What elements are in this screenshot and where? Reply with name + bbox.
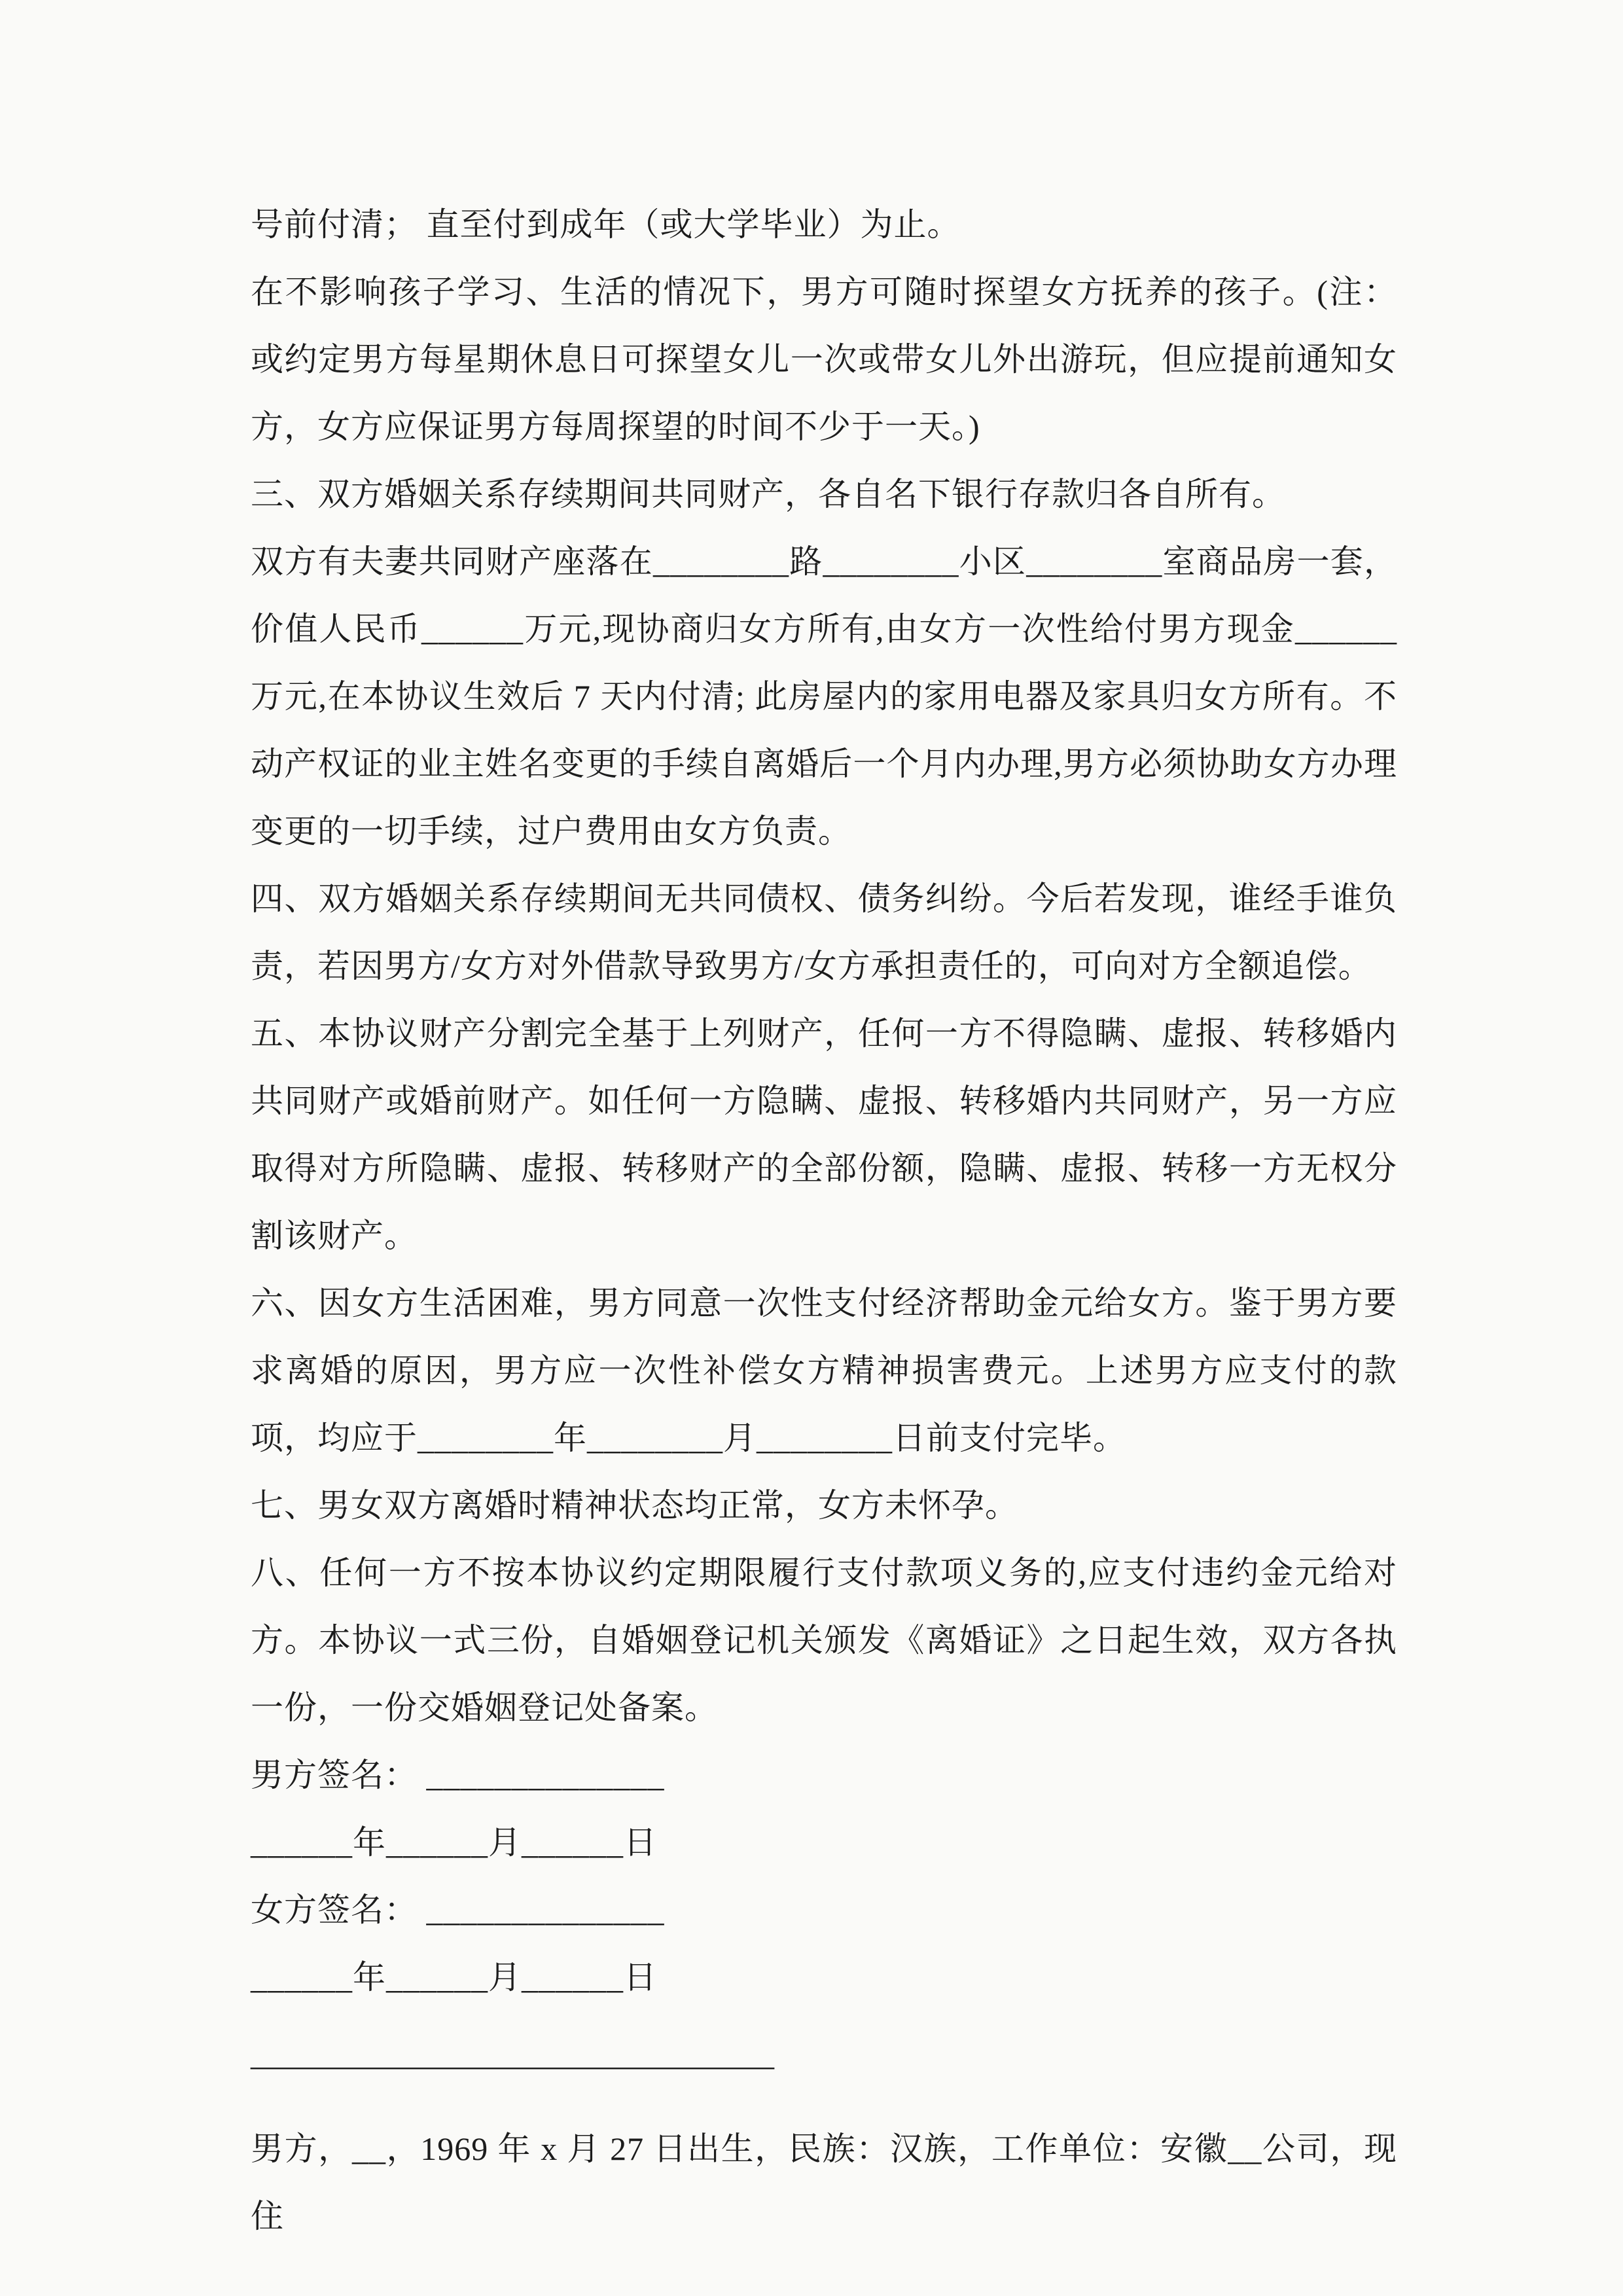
visitation-paragraph: 在不影响孩子学习、生活的情况下，男方可随时探望女方抚养的孩子。(注： 或约定男方每星期休息日可探望女儿一次或带女儿外出游玩，但应提前通知女方，女方应保证男方每周探望的时间不少于一天。) <box>251 274 1397 445</box>
female-signature-line: 女方签名： ______________ <box>251 1892 665 1928</box>
clause-7-status-paragraph: 七、男女双方离婚时精神状态均正常，女方未怀孕。 <box>251 1487 1018 1524</box>
clause-6-compensation-paragraph: 六、因女方生活困难，男方同意一次性支付经济帮助金元给女方。鉴于男方要求离婚的原因，男方应一次性补偿女方精神损害费元。上述男方应支付的款项，均应于________年________月________日前支付完毕。 <box>251 1285 1397 1456</box>
clause-8-effect-paragraph: 八、任何一方不按本协议约定期限履行支付款项义务的,应支付违约金元给对方。本协议一式三份，自婚姻登记机关颁发《离婚证》之日起生效，双方各执一份，一份交婚姻登记处备案。 <box>251 1554 1397 1726</box>
clause-3-heading: 三、双方婚姻关系存续期间共同财产，各自名下银行存款归各自所有。 <box>251 476 1285 512</box>
female-date-line: ______年______月______日 <box>251 1959 657 1996</box>
clause-3-property-paragraph: 双方有夫妻共同财产座落在________路________小区________室商品房一套，价值人民币______万元,现协商归女方所有,由女方一次性给付男方现金______万元,在本协议生效后 7 天内付清; 此房屋内的家用电器及家具归女方所有。不动产权证的业主姓名变更的手续自离婚后一个月内办理,男方必须协助女方办理变更的一切手续，过户费用由女方负责。 <box>251 543 1397 850</box>
continuation-paragraph: 号前付清； 直至付到成年（或大学毕业）为止。 <box>251 206 961 243</box>
male-date-line: ______年______月______日 <box>251 1824 657 1861</box>
separator-line: ________________________________ <box>251 2036 774 2072</box>
second-agreement-intro-paragraph: 男方，__，1969 年 x 月 27 日出生，民族：汉族，工作单位：安徽__公司，现住 <box>251 2130 1397 2234</box>
clause-4-debts-paragraph: 四、双方婚姻关系存续期间无共同债权、债务纠纷。今后若发现，谁经手谁负责，若因男方/女方对外借款导致男方/女方承担责任的，可向对方全额追偿。 <box>251 880 1397 984</box>
document-body <box>251 191 1397 2250</box>
clause-5-division-paragraph: 五、本协议财产分割完全基于上列财产，任何一方不得隐瞒、虚报、转移婚内共同财产或婚前财产。如任何一方隐瞒、虚报、转移婚内共同财产，另一方应取得对方所隐瞒、虚报、转移财产的全部份额，隐瞒、虚报、转移一方无权分割该财产。 <box>251 1015 1397 1254</box>
male-signature-line: 男方签名： ______________ <box>251 1757 665 1793</box>
